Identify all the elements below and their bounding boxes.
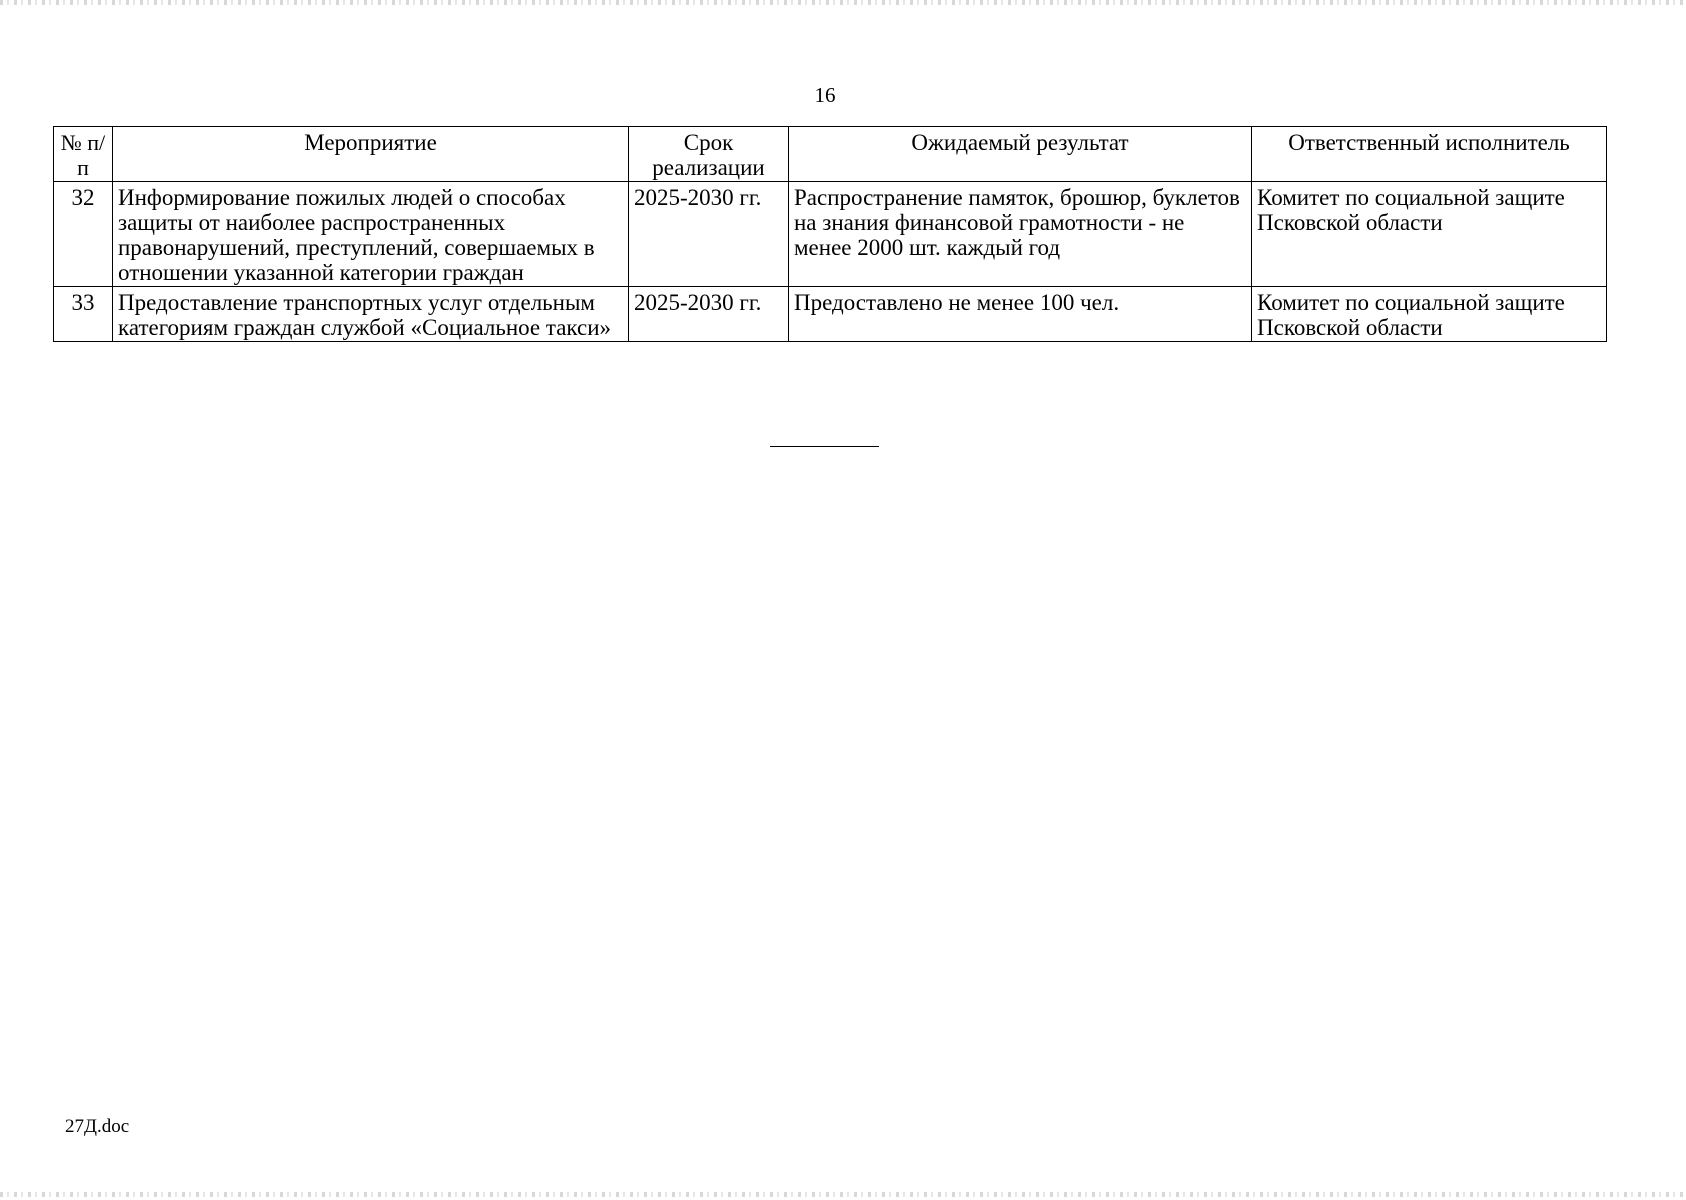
header-event: Мероприятие <box>113 127 629 182</box>
row-event: Информирование пожилых людей о способах защиты от наиболее распространенных правонарушений, преступлений, совершаемых в отношении указанной категории граждан <box>113 182 629 287</box>
table-row <box>54 287 1607 342</box>
header-term: Срок реализации <box>629 127 789 182</box>
row-responsible: Комитет по социальной защите Псковской области <box>1252 182 1607 287</box>
header-responsible: Ответственный исполнитель <box>1252 127 1607 182</box>
row-num: 33 <box>54 287 113 342</box>
row-event: Предоставление транспортных услуг отдельным категориям граждан службой «Социальное такси» <box>113 287 629 342</box>
row-result: Распространение памяток, брошюр, буклетов на знания финансовой грамотности - не менее 2000 шт. каждый год <box>789 182 1252 287</box>
end-of-document-line <box>770 446 879 447</box>
table-header-row <box>54 127 1607 182</box>
row-term: 2025-2030 гг. <box>629 182 789 287</box>
row-responsible: Комитет по социальной защите Псковской области <box>1252 287 1607 342</box>
footer-file-name: 27Д.doc <box>65 1116 130 1137</box>
scan-edge-bottom <box>0 1192 1686 1197</box>
row-term: 2025-2030 гг. <box>629 287 789 342</box>
events-table <box>53 126 1607 342</box>
row-num: 32 <box>54 182 113 287</box>
row-result: Предоставлено не менее 100 чел. <box>789 287 1252 342</box>
scan-edge-top <box>0 0 1686 5</box>
page-number: 16 <box>814 83 836 107</box>
header-result: Ожидаемый результат <box>789 127 1252 182</box>
table-row <box>54 182 1607 287</box>
header-num: № п/п <box>54 127 113 182</box>
